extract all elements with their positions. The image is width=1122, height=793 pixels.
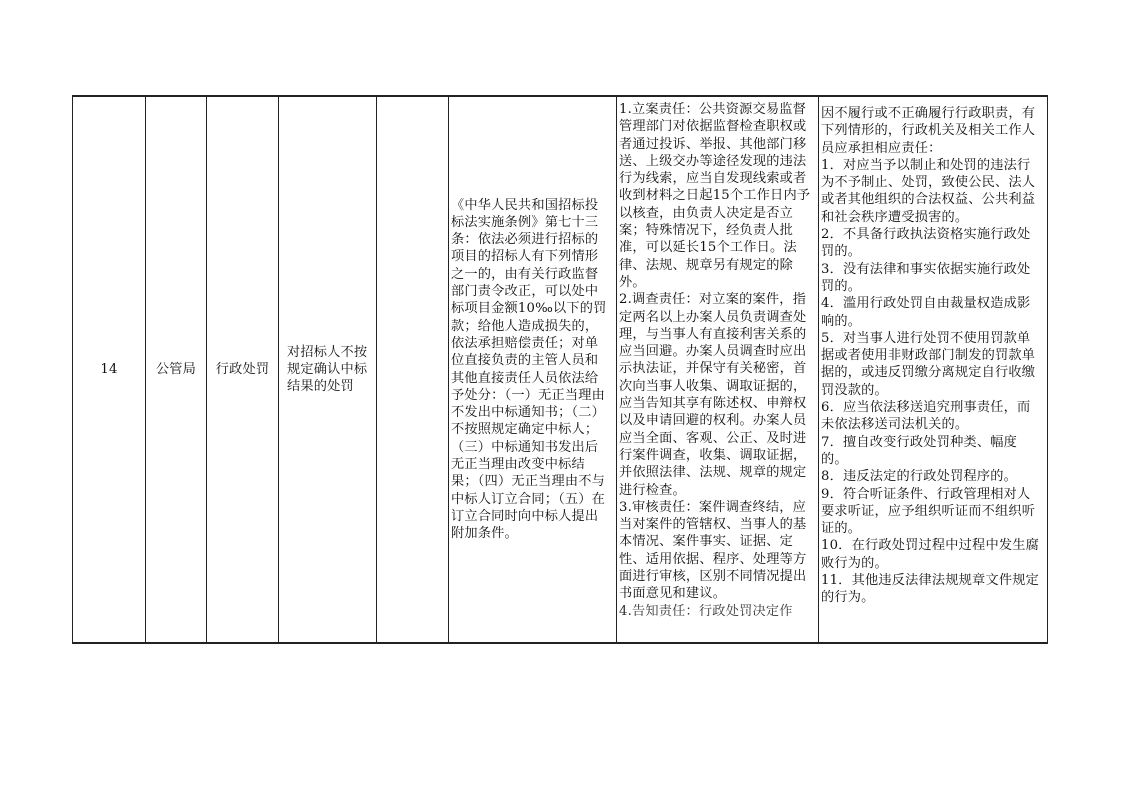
power-list-table: [72, 95, 1048, 644]
cell-department: [146, 97, 207, 642]
cell-sub-item: [377, 97, 449, 642]
department-name: 公管局: [155, 361, 197, 377]
cell-accountability: [819, 97, 1047, 642]
responsibility-text: [617, 97, 815, 620]
cell-category: [207, 97, 279, 642]
item-number: 14: [100, 361, 118, 377]
responsibility-cutoff-line: 4.告知责任：行政处罚决定作: [619, 603, 793, 619]
cell-number: [73, 97, 146, 642]
responsibility-items: 1.立案责任：公共资源交易监督管理部门对依据监督检查职权或者通过投诉、举报、其他部门移送、上级交办等途径发现的违法行为线索，应当自发现线索或者收到材料之日起15个工作日内予以核查，由负责人决定是否立案；特殊情况下，经负责人批准，可以延长15个工作日。法律、法规、规章另有规定的除外。 2.调查责任：对立案的案件，指定两名以上办案人员负责调查处理，与当事人有直接利害关系的应当回避。办案人员调查时应出示执法证，并保守有关秘密，首次向当事人收集、调取证据的，应当告知其享有陈述权、申辩权以及申请回避的权利。办案人员应当全面、客观、公正、及时进行案件调查，收集、调取证据，并依照法律、法规、规章的规定进行检查。 3.审核责任：案件调查终结，应当对案件的管辖权、当事人的基本情况、案件事实、证据、定性、适用依据、程序、处理等方面进行审核，区别不同情况提出书面意见和建议。: [619, 102, 811, 602]
cell-item-name: [279, 97, 377, 642]
power-category: 行政处罚: [215, 361, 270, 377]
legal-basis-text: 《中华人民共和国招标投标法实施条例》第七十三条：依法必须进行招标的项目的招标人有下列情形之一的，由有关行政监督部门责令改正，可以处中标项目金额10‰以下的罚款；给他人造成损失的，依法承担赔偿责任；对单位直接负责的主管人员和其他直接责任人员依法给予处分：（一）无正当理由不发出中标通知书；（二）不按照规定确定中标人；（三）中标通知书发出后无正当理由改变中标结果；（四）无正当理由不与中标人订立合同；（五）在订立合同时向中标人提出附加条件。: [451, 197, 607, 542]
cell-responsibilities: [617, 97, 819, 642]
accountability-text: 因不履行或不正确履行行政职责，有下列情形的，行政机关及相关工作人员应承担相应责任： 1．对应当予以制止和处罚的违法行为不予制止、处罚，致使公民、法人或者其他组织的合法权益、公共利益和社会秩序遭受损害的。 2．不具备行政执法资格实施行政处罚的。 3．没有法律和事实依据实施行政处罚的。 4．滥用行政处罚自由裁量权造成影响的。 5．对当事人进行处罚不使用罚款单据或者使用非财政部门制发的罚款单据的，或违反罚缴分离规定自行收缴罚没款的。 6．应当依法移送追究刑事责任，而未依法移送司法机关的。 7．擅自改变行政处罚种类、幅度的。 8．违反法定的行政处罚程序的。 9．符合听证条件、行政管理相对人要求听证，应予组织听证而不组织听证的。 10．在行政处罚过程中过程中发生腐败行为的。 11．其他违反法律法规规章文件规定的行为。: [821, 106, 1039, 606]
power-item-name: 对招标人不按规定确认中标结果的处罚: [287, 344, 368, 395]
cell-legal-basis: [449, 97, 617, 642]
